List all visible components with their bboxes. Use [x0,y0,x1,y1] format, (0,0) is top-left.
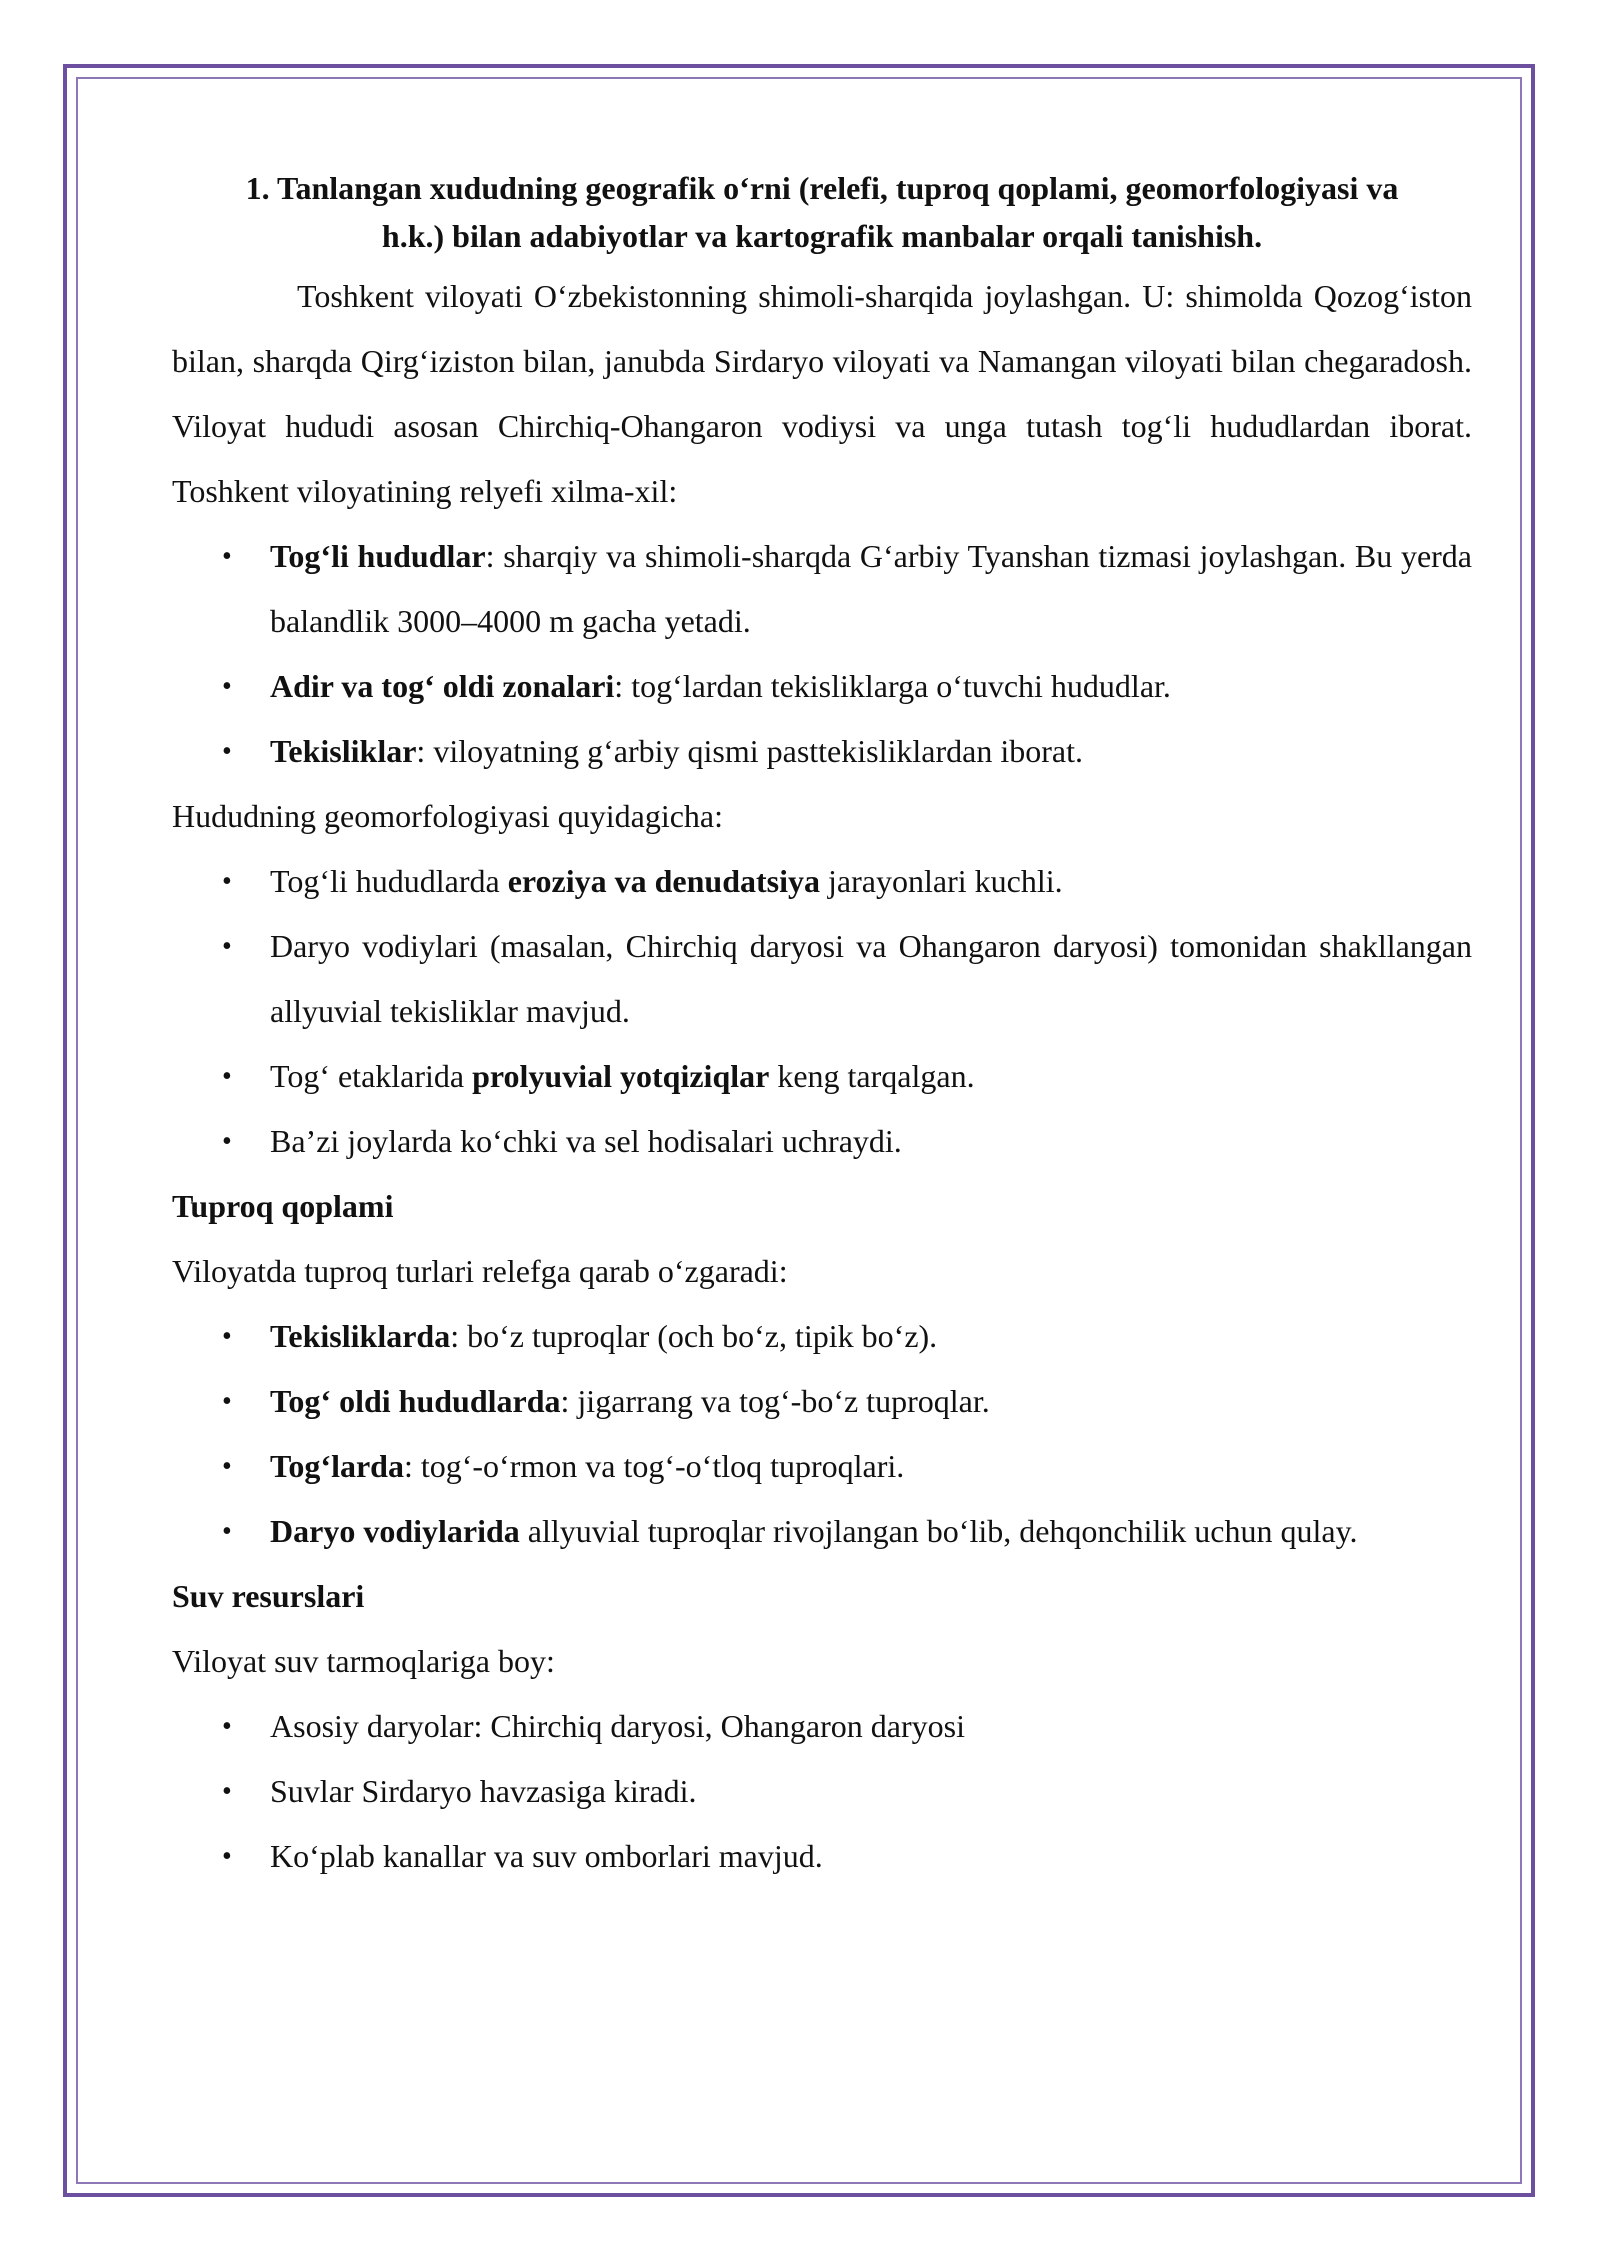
bullet-icon: • [222,1451,232,1482]
soil-intro: Viloyatda tuproq turlari relefga qarab o‘zgaradi: [172,1253,788,1289]
soil-list [172,1304,1472,1564]
bullet-icon: • [222,1776,232,1807]
document-body [172,164,1472,1889]
list-item: • Tog‘ oldi hududlarda: jigarrang va tog‘-bo‘z tuproqlar. [172,1369,1472,1434]
list-item: • Daryo vodiylari (masalan, Chirchiq daryosi va Ohangaron daryosi) tomonidan shakllangan allyuvial tekisliklar mavjud. [172,914,1472,1044]
water-intro: Viloyat suv tarmoqlariga boy: [172,1643,555,1679]
bullet-icon: • [222,931,232,962]
water-list [172,1694,1472,1889]
list-item: • Tekisliklar: viloyatning g‘arbiy qismi pasttekisliklardan iborat. [172,719,1472,784]
bullet-icon: • [222,1061,232,1092]
list-item: • Suvlar Sirdaryo havzasiga kiradi. [172,1759,1472,1824]
list-item: • Asosiy daryolar: Chirchiq daryosi, Ohangaron daryosi [172,1694,1472,1759]
list-item: • Tog‘li hududlarda eroziya va denudatsiya jarayonlari kuchli. [172,849,1472,914]
intro-paragraph: Toshkent viloyati O‘zbekistonning shimoli-sharqida joylashgan. U: shimolda Qozog‘iston bilan, sharqda Qirg‘iziston bilan, janubda Sirdaryo viloyati va Namangan viloyati bilan chegaradosh. Viloyat hududi asosan Chirchiq-Ohangaron vodiysi va unga tutash tog‘li hududlardan iborat. Toshkent viloyatining relyefi xilma-xil: [172,278,1472,509]
bullet-icon: • [222,736,232,767]
bullet-icon: • [222,1386,232,1417]
list-item: • Tog‘li hududlar: sharqiy va shimoli-sharqda G‘arbiy Tyanshan tizmasi joylashgan. Bu yerda balandlik 3000–4000 m gacha yetadi. [172,524,1472,654]
bullet-icon: • [222,1841,232,1872]
list-item: • Adir va tog‘ oldi zonalari: tog‘lardan tekisliklarga o‘tuvchi hududlar. [172,654,1472,719]
bullet-icon: • [222,1126,232,1157]
list-item: • Tekisliklarda: bo‘z tuproqlar (och bo‘z, tipik bo‘z). [172,1304,1472,1369]
geomorphology-list [172,849,1472,1174]
geomorphology-intro: Hududning geomorfologiyasi quyidagicha: [172,798,724,834]
list-item: • Tog‘ etaklarida prolyuvial yotqiziqlar keng tarqalgan. [172,1044,1472,1109]
list-item: • Ko‘plab kanallar va suv omborlari mavjud. [172,1824,1472,1889]
section-heading-soil: Tuproq qoplami [172,1188,394,1224]
bullet-icon: • [222,866,232,897]
relief-list [172,524,1472,784]
bullet-icon: • [222,671,232,702]
bullet-icon: • [222,1321,232,1352]
list-item: • Tog‘larda: tog‘-o‘rmon va tog‘-o‘tloq tuproqlari. [172,1434,1472,1499]
list-item: • Ba’zi joylarda ko‘chki va sel hodisalari uchraydi. [172,1109,1472,1174]
section-heading-water: Suv resurslari [172,1578,365,1614]
bullet-icon: • [222,1711,232,1742]
list-item: • Daryo vodiylarida allyuvial tuproqlar rivojlangan bo‘lib, dehqonchilik uchun qulay. [172,1499,1472,1564]
bullet-icon: • [222,541,232,572]
document-title: 1. Tanlangan xududning geografik o‘rni (relefi, tuproq qoplami, geomorfologiyasi va h.k.) bilan adabiyotlar va kartografik manbalar orqali tanishish. [245,170,1399,254]
bullet-icon: • [222,1516,232,1547]
